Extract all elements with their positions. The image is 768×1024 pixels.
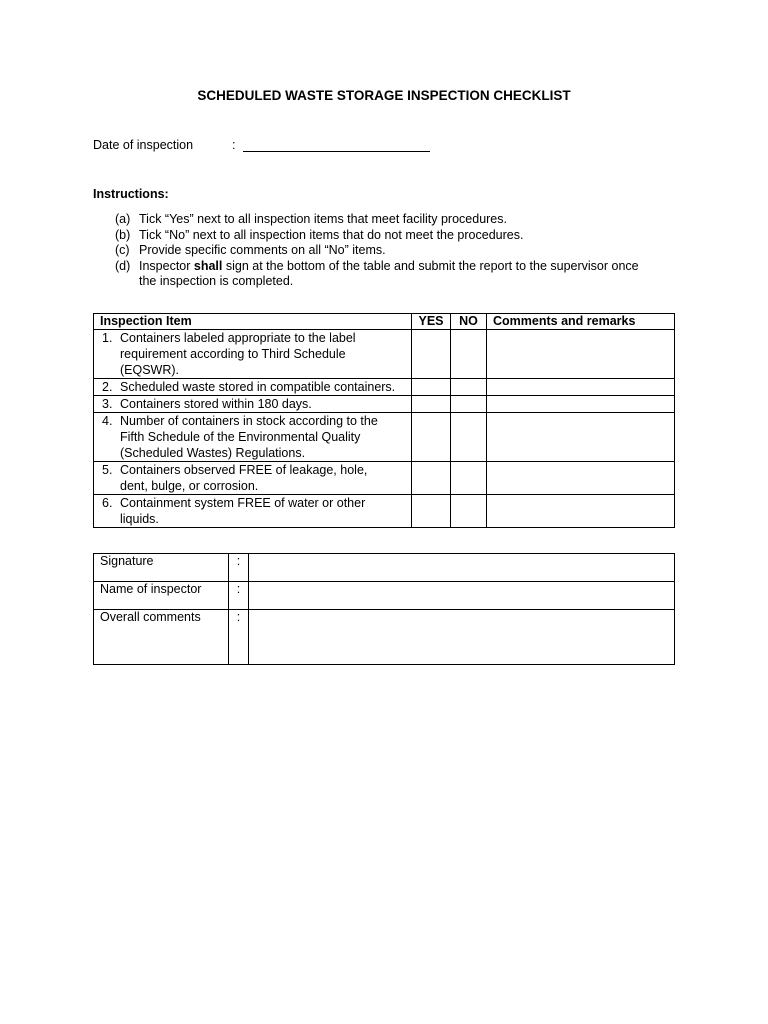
date-colon: :	[232, 138, 236, 152]
signature-field[interactable]	[249, 554, 675, 582]
instruction-item-b	[93, 228, 693, 244]
item-text: Number of containers in stock according to the	[120, 414, 378, 428]
table-row	[94, 330, 675, 379]
no-cell[interactable]	[451, 379, 487, 396]
item-text: Containers observed FREE of leakage, hole,	[120, 463, 368, 477]
yes-cell[interactable]	[412, 330, 451, 379]
instruction-marker: (c)	[115, 243, 130, 257]
item-number: 6.	[102, 496, 113, 510]
instruction-text: Tick “Yes” next to all inspection items that meet facility procedures.	[139, 212, 507, 226]
yes-cell[interactable]	[412, 396, 451, 413]
signature-row	[94, 554, 675, 582]
instruction-text: Provide specific comments on all “No” items.	[139, 243, 386, 257]
instruction-text-bold: shall	[193, 258, 223, 273]
inspector-name-label: Name of inspector	[94, 582, 229, 610]
header-inspection-item: Inspection Item	[94, 314, 412, 330]
yes-cell[interactable]	[412, 379, 451, 396]
instruction-text-line2: the inspection is completed.	[139, 274, 294, 288]
overall-comments-label: Overall comments	[94, 610, 229, 665]
instruction-item-c	[93, 243, 693, 259]
yes-cell[interactable]	[412, 495, 451, 528]
table-row	[94, 462, 675, 495]
item-number: 4.	[102, 414, 113, 428]
item-text: Containment system FREE of water or other	[120, 496, 366, 510]
inspection-item-cell	[94, 495, 412, 528]
item-text: (EQSWR).	[120, 363, 180, 377]
table-row	[94, 495, 675, 528]
no-cell[interactable]	[451, 462, 487, 495]
overall-comments-row	[94, 610, 675, 665]
no-cell[interactable]	[451, 396, 487, 413]
table-row	[94, 379, 675, 396]
inspection-item-cell	[94, 330, 412, 379]
no-cell[interactable]	[451, 413, 487, 462]
header-no: NO	[451, 314, 487, 330]
date-label: Date of inspection	[93, 138, 194, 152]
inspector-name-field[interactable]	[249, 582, 675, 610]
comments-cell[interactable]	[487, 462, 675, 495]
instruction-item-d	[93, 259, 693, 290]
item-text: Containers stored within 180 days.	[120, 397, 312, 411]
comments-cell[interactable]	[487, 379, 675, 396]
instructions-heading: Instructions:	[93, 187, 169, 201]
comments-cell[interactable]	[487, 495, 675, 528]
instruction-text-after: sign at the bottom of the table and submit the report to the supervisor once	[222, 258, 639, 273]
overall-comments-field[interactable]	[249, 610, 675, 665]
item-text: Fifth Schedule of the Environmental Quality	[120, 430, 361, 444]
instruction-marker: (a)	[115, 212, 131, 226]
item-text: Scheduled waste stored in compatible containers.	[120, 380, 396, 394]
instruction-text-before: Inspector	[139, 258, 194, 273]
item-text: (Scheduled Wastes) Regulations.	[120, 446, 306, 460]
header-yes: YES	[412, 314, 451, 330]
inspection-item-cell	[94, 379, 412, 396]
instruction-item-a	[93, 212, 693, 228]
table-row	[94, 396, 675, 413]
item-number: 3.	[102, 397, 113, 411]
comments-cell[interactable]	[487, 330, 675, 379]
signature-colon: :	[229, 554, 249, 582]
item-text: liquids.	[120, 512, 159, 526]
inspection-item-cell	[94, 396, 412, 413]
inspector-name-colon: :	[229, 582, 249, 610]
comments-cell[interactable]	[487, 396, 675, 413]
yes-cell[interactable]	[412, 413, 451, 462]
header-comments: Comments and remarks	[487, 314, 675, 330]
no-cell[interactable]	[451, 330, 487, 379]
comments-cell[interactable]	[487, 413, 675, 462]
page-title: SCHEDULED WASTE STORAGE INSPECTION CHECKLIST	[197, 88, 571, 103]
instructions-list	[93, 212, 693, 290]
inspector-name-row	[94, 582, 675, 610]
overall-comments-colon: :	[229, 610, 249, 665]
item-text: dent, bulge, or corrosion.	[120, 479, 259, 493]
checklist-header-row	[94, 314, 675, 330]
item-number: 2.	[102, 380, 113, 394]
yes-cell[interactable]	[412, 462, 451, 495]
instruction-marker: (d)	[115, 258, 131, 273]
item-text: Containers labeled appropriate to the label	[120, 331, 356, 345]
no-cell[interactable]	[451, 495, 487, 528]
inspection-item-cell	[94, 413, 412, 462]
signoff-table	[93, 553, 675, 665]
item-number: 5.	[102, 463, 113, 477]
inspection-item-cell	[94, 462, 412, 495]
instruction-marker: (b)	[115, 227, 131, 242]
date-input-line[interactable]	[243, 151, 430, 152]
signature-label: Signature	[94, 554, 229, 582]
inspection-checklist-table	[93, 313, 675, 528]
item-number: 1.	[102, 331, 113, 345]
item-text: requirement according to Third Schedule	[120, 347, 346, 361]
instruction-text: Tick “No” next to all inspection items that do not meet the procedures.	[139, 227, 524, 242]
table-row	[94, 413, 675, 462]
